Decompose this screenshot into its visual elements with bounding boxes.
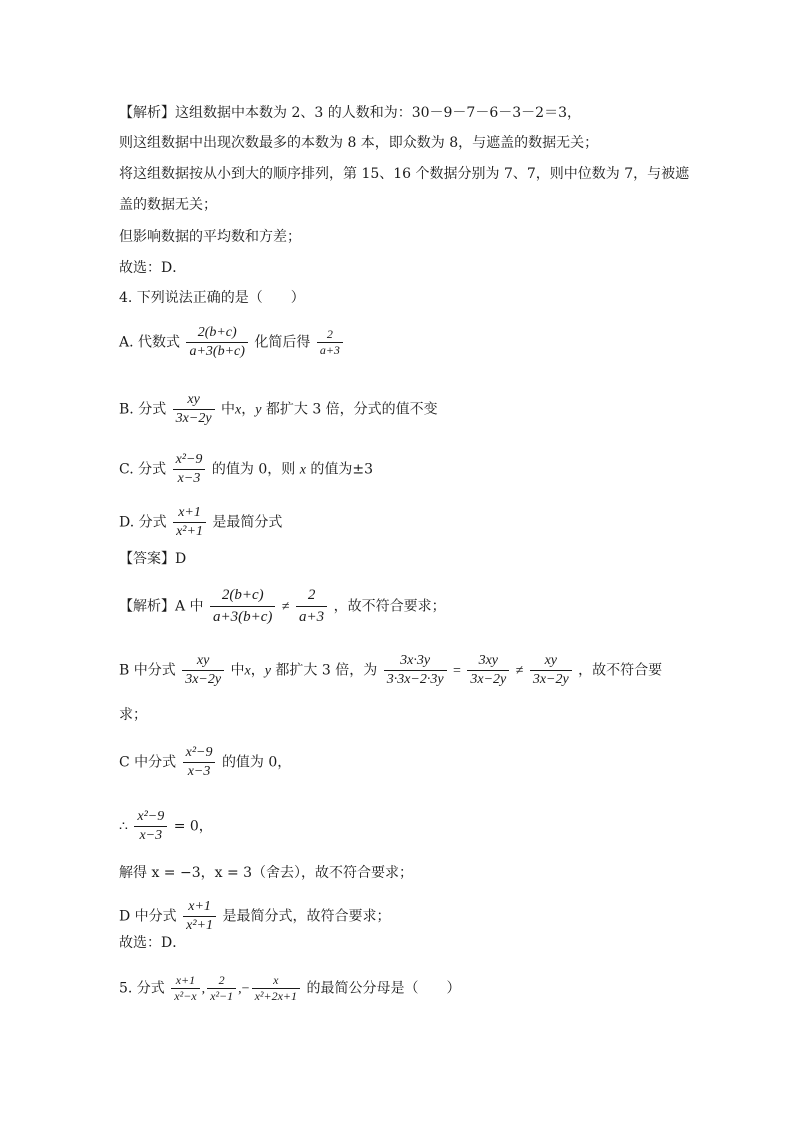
analysis3-line4: 盖的数据无关； xyxy=(119,197,217,213)
option-a-result-fraction xyxy=(317,327,343,358)
analysis-b-fraction4 xyxy=(530,652,572,689)
question5-suffix: 的最简公分母是（ ） xyxy=(306,980,461,997)
fraction-numerator: x xyxy=(252,973,300,989)
question4-answer: 【答案】D xyxy=(119,551,187,567)
analysis3-line5: 但影响数据的平均数和方差； xyxy=(119,229,301,245)
question4-option-a xyxy=(119,324,345,361)
separator: ,− xyxy=(238,981,250,997)
fraction-denominator: x²−1 xyxy=(210,989,234,1003)
analysis-d-suffix: 是最简分式，故符合要求； xyxy=(222,908,391,925)
fraction-numerator: x+1 xyxy=(171,973,199,989)
fraction-numerator: x+1 xyxy=(173,504,206,523)
analysis4-b xyxy=(119,652,662,689)
analysis3-line2: 则这组数据中出现次数最多的本数为 8 本，即众数为 8，与遮盖的数据无关； xyxy=(119,135,599,151)
analysis-b-mid2: 都扩大 3 倍，为 xyxy=(275,662,378,679)
analysis-a-fraction xyxy=(210,585,275,628)
option-a-prefix: A. 代数式 xyxy=(119,334,181,351)
analysis-b-fraction3 xyxy=(467,652,509,689)
option-b-mid: 中 xyxy=(220,401,235,418)
option-c-mid: 的值为 0，则 xyxy=(211,461,296,478)
fraction-numerator: 3x·3y xyxy=(384,652,447,671)
question5-fraction3 xyxy=(252,973,300,1004)
analysis-d-prefix: D 中分式 xyxy=(119,908,177,925)
option-b-suffix: 都扩大 3 倍，分式的值不变 xyxy=(265,401,438,418)
fraction-denominator: 3·3x−2·3y xyxy=(386,672,444,687)
analysis-c-fraction xyxy=(183,744,216,781)
fraction-numerator: xy xyxy=(173,391,215,410)
option-b-prefix: B. 分式 xyxy=(119,401,167,418)
analysis-c-suffix: 的值为 0， xyxy=(221,754,292,771)
option-a-fraction xyxy=(186,324,247,361)
analysis-b-mid: 中 xyxy=(230,662,245,679)
variable-y: y xyxy=(255,402,262,418)
analysis-a-suffix: ，故不符合要求； xyxy=(333,598,446,615)
analysis4-c xyxy=(119,744,291,781)
fraction-numerator: 2(b+c) xyxy=(186,324,247,343)
not-equal-sign: ≠ xyxy=(281,599,290,615)
option-b-fraction xyxy=(173,391,215,428)
question5-fraction2 xyxy=(207,973,236,1004)
fraction-denominator: x²+1 xyxy=(176,524,203,539)
fraction-denominator: x−3 xyxy=(177,471,201,486)
fraction-denominator: x²+2x+1 xyxy=(254,989,298,1003)
fraction-denominator: x−3 xyxy=(139,828,163,843)
fraction-numerator: x²−9 xyxy=(134,808,167,827)
fraction-numerator: x+1 xyxy=(183,898,216,917)
question5-prefix: 5. 分式 xyxy=(119,980,165,997)
fraction-numerator: 3xy xyxy=(467,652,509,671)
variable-x: x xyxy=(234,402,242,418)
fraction-denominator: 3x−2y xyxy=(532,672,569,687)
fraction-denominator: a+3 xyxy=(319,343,340,357)
question4-option-b xyxy=(119,391,438,428)
fraction-numerator: xy xyxy=(530,652,572,671)
analysis4-a xyxy=(119,585,446,628)
analysis-a-prefix: 【解析】A 中 xyxy=(119,598,204,615)
analysis4-c-therefore xyxy=(119,808,213,845)
analysis3-line1: 【解析】这组数据中本数为 2、3 的人数和为：30－9－7－6－3－2＝3， xyxy=(119,105,581,121)
analysis4-b-continuation: 求； xyxy=(119,707,147,723)
comma: ， xyxy=(250,662,265,679)
option-d-suffix: 是最简分式 xyxy=(212,514,283,531)
analysis-b-prefix: B 中分式 xyxy=(119,662,176,679)
question5-stem xyxy=(119,973,460,1004)
question4-stem: 4. 下列说法正确的是（ ） xyxy=(119,290,305,306)
question5-fraction1 xyxy=(171,973,199,1004)
option-c-fraction xyxy=(173,451,206,488)
therefore-sign: ∴ xyxy=(119,819,128,835)
fraction-denominator: x²+1 xyxy=(186,918,213,933)
analysis4-d xyxy=(119,898,390,935)
fraction-denominator: 3x−2y xyxy=(470,672,507,687)
analysis-a-result-fraction xyxy=(296,585,327,628)
fraction-numerator: 2 xyxy=(296,585,327,607)
analysis4-c-solution: 解得 x = −3，x = 3（舍去），故不符合要求； xyxy=(119,865,414,881)
fraction-numerator: 2 xyxy=(207,973,236,989)
analysis-c2-fraction xyxy=(134,808,167,845)
fraction-numerator: 2 xyxy=(317,327,343,343)
analysis3-line3: 将这组数据按从小到大的顺序排列，第 15、16 个数据分别为 7、7，则中位数为 7，与被遮 xyxy=(119,166,690,182)
fraction-denominator: a+3 xyxy=(299,609,325,625)
analysis-c2-suffix: = 0， xyxy=(173,818,213,835)
fraction-denominator: x²−x xyxy=(174,989,197,1003)
analysis4-choice: 故选：D． xyxy=(119,935,187,951)
option-c-prefix: C. 分式 xyxy=(119,461,167,478)
fraction-numerator: 2(b+c) xyxy=(210,585,275,607)
option-d-fraction xyxy=(173,504,206,541)
question4-option-d xyxy=(119,504,282,541)
fraction-denominator: 3x−2y xyxy=(185,672,222,687)
fraction-denominator: a+3(b+c) xyxy=(213,609,273,625)
variable-x: x xyxy=(244,663,251,679)
option-d-prefix: D. 分式 xyxy=(119,514,167,531)
fraction-denominator: x−3 xyxy=(187,764,211,779)
equal-sign: = xyxy=(453,663,461,679)
separator: , xyxy=(201,981,206,997)
analysis-c-prefix: C 中分式 xyxy=(119,754,177,771)
analysis-b-fraction2 xyxy=(384,652,447,689)
question4-option-c xyxy=(119,451,373,488)
analysis-b-fraction xyxy=(182,652,224,689)
fraction-denominator: 3x−2y xyxy=(175,411,212,426)
comma: ， xyxy=(241,401,256,418)
fraction-numerator: x²−9 xyxy=(183,744,216,763)
analysis3-line6: 故选：D． xyxy=(119,260,187,276)
option-c-suffix: 的值为±3 xyxy=(310,461,374,478)
fraction-numerator: x²−9 xyxy=(173,451,206,470)
variable-x: x xyxy=(299,462,306,478)
fraction-numerator: xy xyxy=(182,652,224,671)
option-a-mid: 化简后得 xyxy=(254,334,311,351)
fraction-denominator: a+3(b+c) xyxy=(189,344,245,359)
variable-y: y xyxy=(264,663,271,679)
analysis-d-fraction xyxy=(183,898,216,935)
analysis-b-suffix: ，故不符合要 xyxy=(578,662,663,679)
not-equal-sign: ≠ xyxy=(515,663,524,679)
